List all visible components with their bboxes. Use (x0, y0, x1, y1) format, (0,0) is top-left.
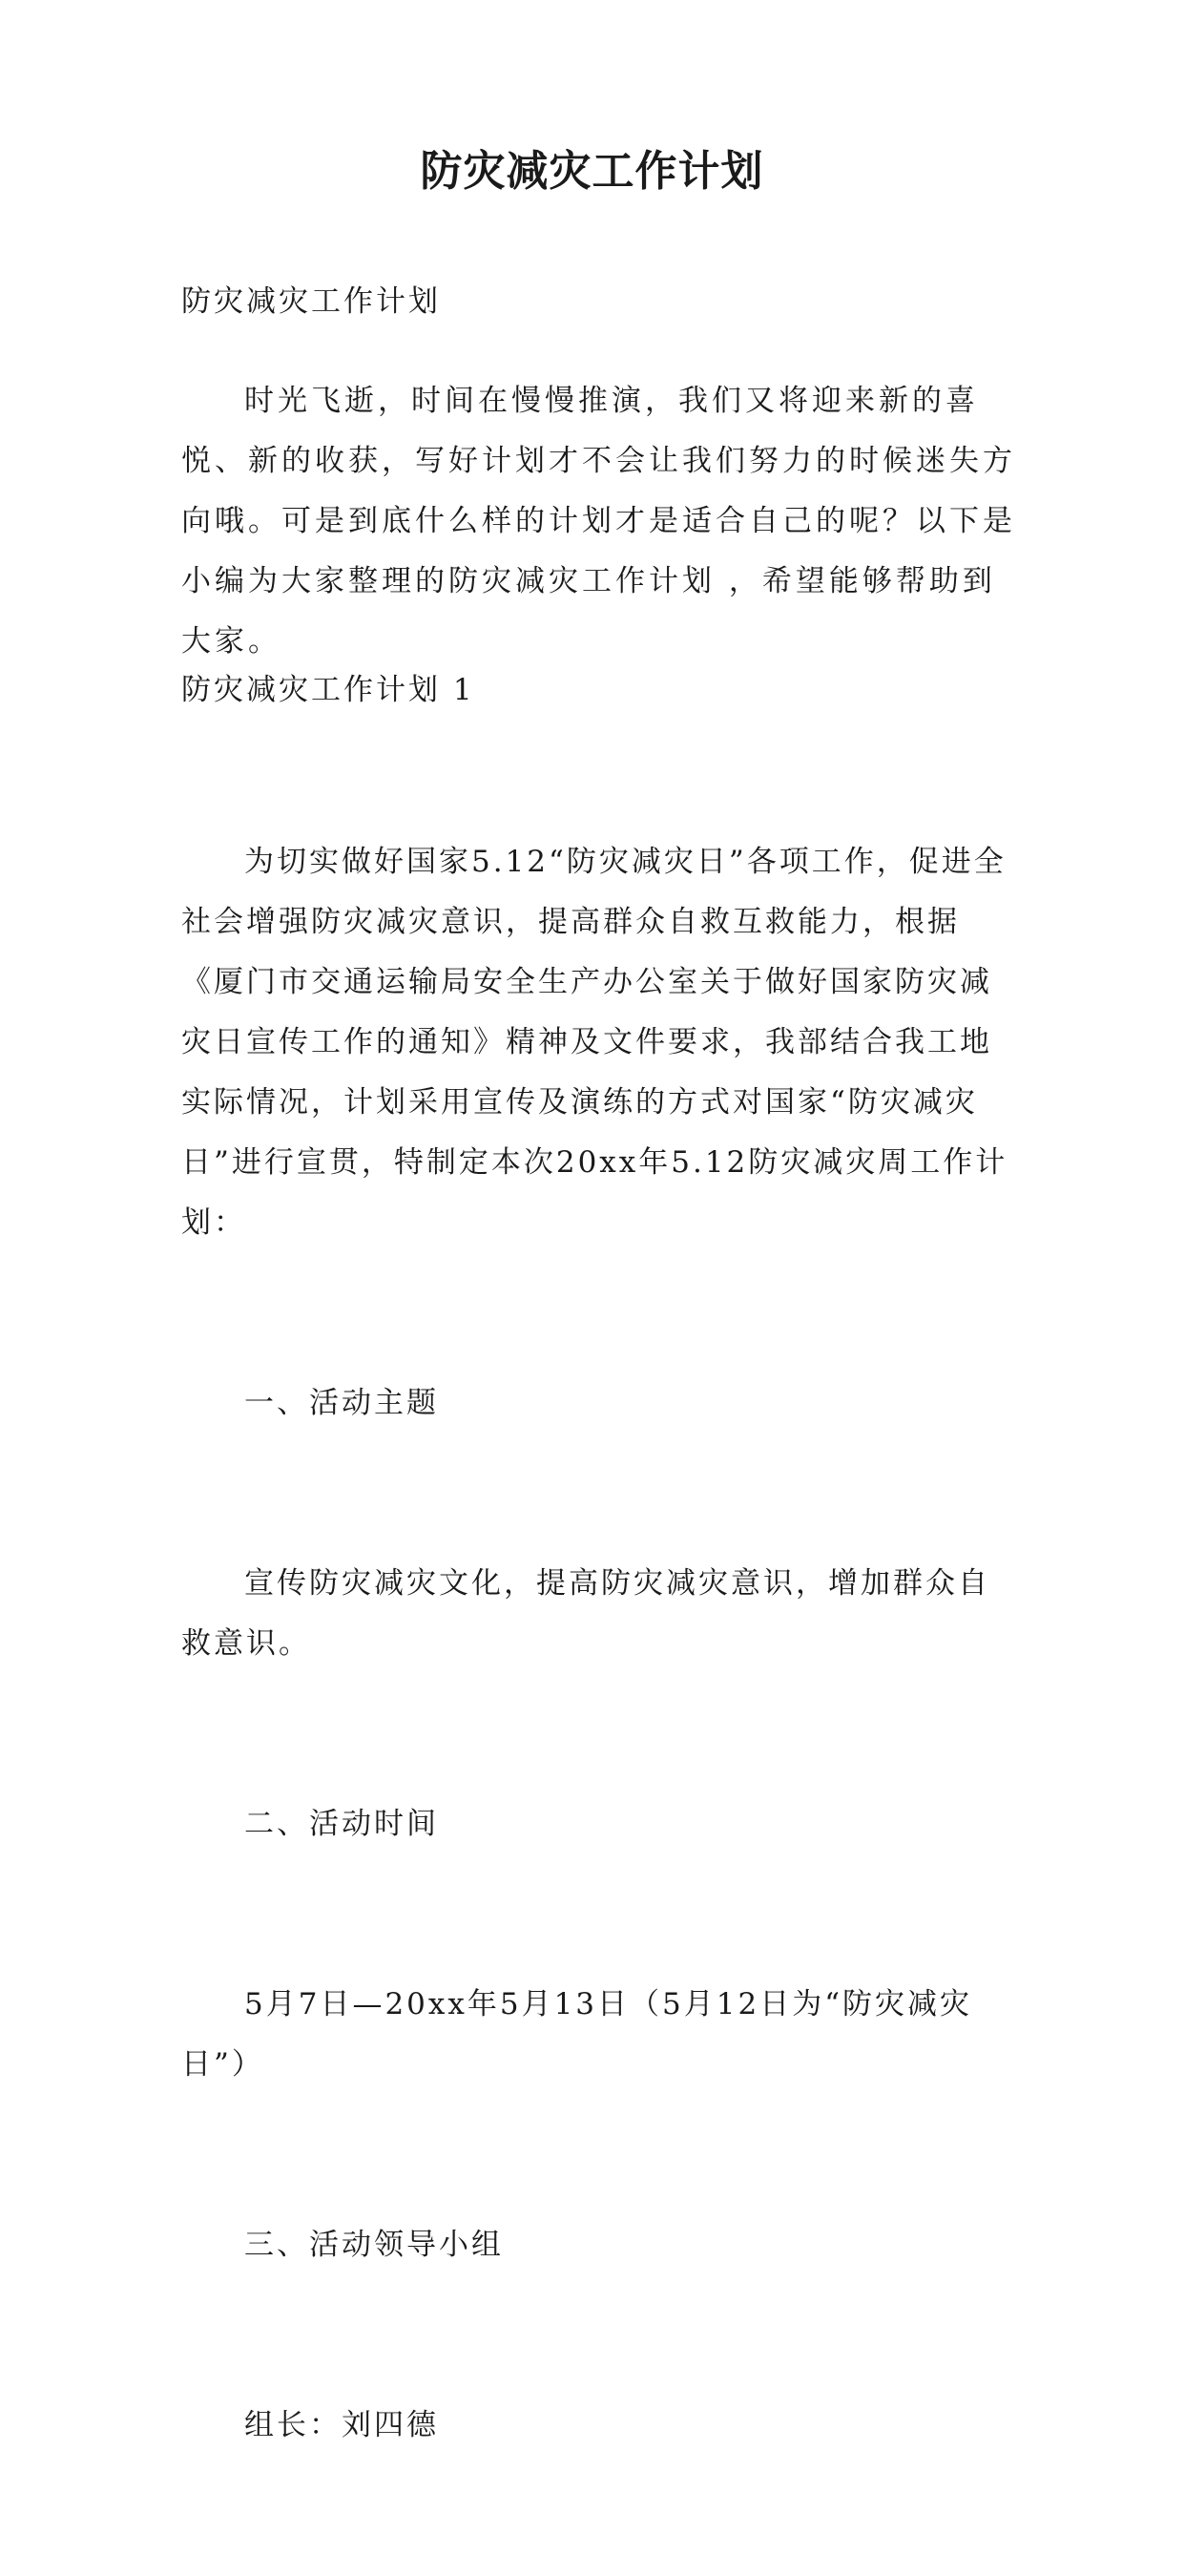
activity-time-heading: 二、活动时间 (244, 1807, 439, 1841)
document-subtitle: 防灾减灾工作计划 (181, 284, 441, 319)
activity-time-text: 5月7日—20xx年5月13日（5月12日为“防灾减灾日”） (181, 1987, 973, 2082)
activity-theme-heading: 一、活动主题 (244, 1386, 439, 1420)
plan-1-heading: 防灾减灾工作计划 1 (181, 673, 475, 707)
intro-paragraph: 时光飞逝，时间在慢慢推演，我们又将迎来新的喜悦、新的收获，写好计划才不会让我们努力的时候迷失方向哦。可是到底什么样的计划才是适合自己的呢？以下是小编为大家整理的防灾减灾工作计划 ，希望能够帮助到大家。 (181, 384, 1016, 659)
activity-theme-text: 宣传防灾减灾文化，提高防灾减灾意识，增加群众自救意识。 (181, 1566, 990, 1661)
leadership-group-heading: 三、活动领导小组 (244, 2228, 504, 2262)
plan-1-body (181, 712, 1021, 2576)
group-leader-text: 组长：刘四德 (244, 2408, 439, 2442)
document-title: 防灾减灾工作计划 (420, 147, 764, 196)
plan-1-intro-paragraph: 为切实做好国家5.12“防灾减灾日”各项工作，促进全社会增强防灾减灾意识，提高群众自救互救能力，根据《厦门市交通运输局安全生产办公室关于做好国家防灾减灾日宣传工作的通知》精神及文件要求，我部结合我工地实际情况，计划采用宣传及演练的方式对国家“防灾减灾日”进行宣贯，特制定本次20xx年5.12防灾减灾周工作计划： (181, 845, 1008, 1240)
